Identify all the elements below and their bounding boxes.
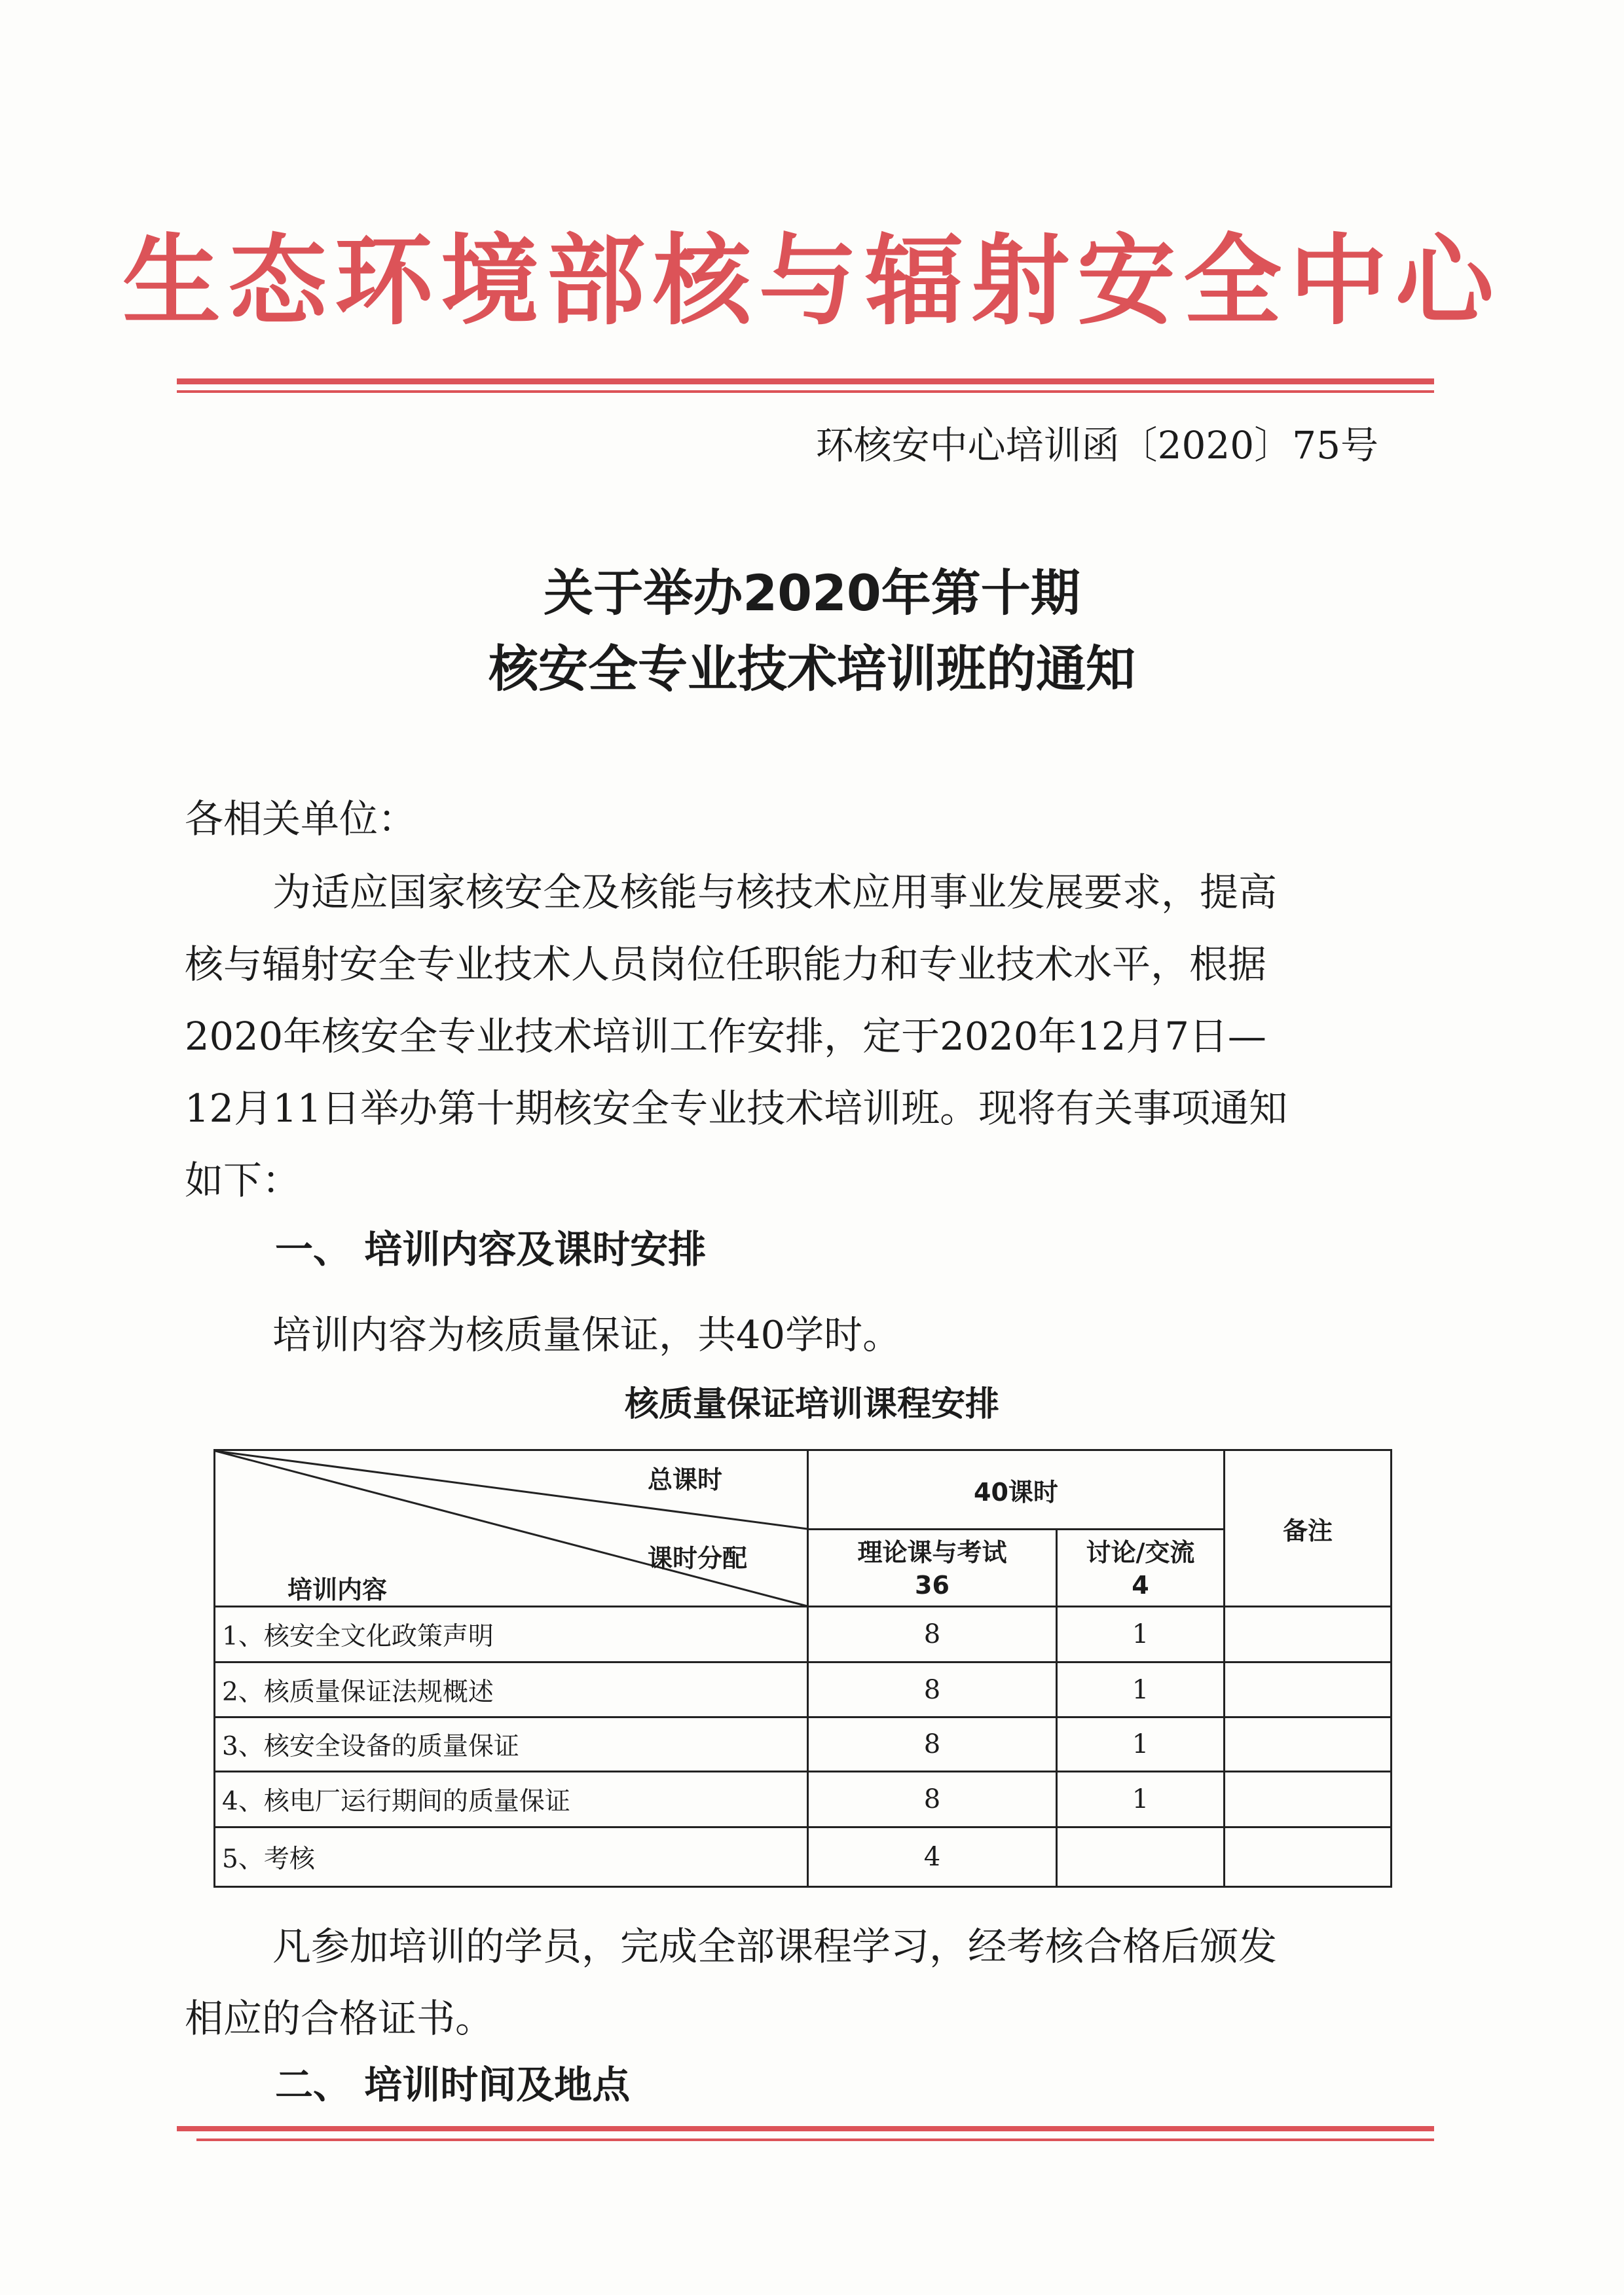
- intro-paragraph-line: 2020年核安全专业技术培训工作安排，定于2020年12月7日—: [185, 1014, 1266, 1059]
- header-theory-hours: 36: [915, 1571, 950, 1600]
- intro-paragraph-line: 12月11日举办第十期核安全专业技术培训班。现将有关事项通知: [185, 1086, 1288, 1131]
- certificate-paragraph-line: 相应的合格证书。: [185, 1996, 494, 2041]
- table-row-item: 1、核安全文化政策声明: [222, 1622, 494, 1651]
- table-row-discussion: 1: [1132, 1784, 1149, 1814]
- footer-rule-thin: [196, 2139, 1434, 2141]
- header-diag-total-label: 总课时: [648, 1465, 723, 1494]
- footer-rule-thick: [177, 2126, 1434, 2131]
- section-heading-2: 二、 培训时间及地点: [275, 2063, 631, 2107]
- training-content-text: 培训内容为核质量保证，共40学时。: [272, 1312, 902, 1357]
- header-remarks: 备注: [1282, 1516, 1333, 1545]
- letterhead-rule-thin: [177, 390, 1434, 393]
- table-row-item: 3、核安全设备的质量保证: [222, 1732, 519, 1761]
- document-title-line-2: 核安全专业技术培训班的通知: [489, 640, 1135, 698]
- table-row-discussion: 1: [1132, 1674, 1149, 1705]
- table-row-theory: 8: [923, 1619, 941, 1649]
- intro-paragraph-line: 如下：: [185, 1158, 301, 1203]
- course-schedule-table: [213, 1449, 1392, 1888]
- table-row-item: 2、核质量保证法规概述: [222, 1677, 494, 1707]
- table-row-discussion: [1058, 1828, 1223, 1886]
- document-number: 环核安中心培训函〔2020〕75号: [815, 423, 1378, 468]
- table-row-discussion: 1: [1132, 1619, 1149, 1649]
- table-title: 核质量保证培训课程安排: [624, 1385, 999, 1424]
- document-title-line-1: 关于举办2020年第十期: [544, 564, 1080, 622]
- intro-paragraph-line: 核与辐射安全专业技术人员岗位任职能力和专业技术水平，根据: [185, 942, 1267, 987]
- table-row-remarks: [1225, 1663, 1390, 1716]
- table-row-theory: 8: [923, 1674, 941, 1705]
- section-heading-1: 一、 培训内容及课时安排: [275, 1227, 707, 1272]
- table-row-theory: 8: [923, 1784, 941, 1814]
- table-row-theory: 4: [923, 1842, 941, 1872]
- table-row-discussion: 1: [1132, 1729, 1149, 1759]
- table-row-remarks: [1225, 1607, 1390, 1661]
- organization-name: 生态环境部核与辐射安全中心: [122, 225, 1502, 339]
- table-row-item: 4、核电厂运行期间的质量保证: [222, 1787, 570, 1816]
- table-row-remarks: [1225, 1828, 1390, 1886]
- header-diag-alloc-label: 课时分配: [648, 1543, 748, 1573]
- header-discussion: 讨论/交流: [1086, 1537, 1195, 1567]
- table-row-theory: 8: [923, 1729, 941, 1759]
- intro-paragraph-line: 为适应国家核安全及核能与核技术应用事业发展要求，提高: [272, 870, 1278, 915]
- header-discussion-hours: 4: [1132, 1571, 1149, 1600]
- table-row-remarks: [1225, 1718, 1390, 1771]
- header-theory: 理论课与考试: [857, 1537, 1007, 1567]
- header-total-hours: 40课时: [974, 1477, 1058, 1507]
- table-row-remarks: [1225, 1772, 1390, 1826]
- letterhead-rule-thick: [177, 378, 1434, 384]
- table-row-item: 5、考核: [222, 1845, 315, 1874]
- salutation: 各相关单位：: [185, 796, 417, 841]
- certificate-paragraph-line: 凡参加培训的学员，完成全部课程学习，经考核合格后颁发: [272, 1924, 1278, 1969]
- header-diag-content-label: 培训内容: [287, 1575, 388, 1604]
